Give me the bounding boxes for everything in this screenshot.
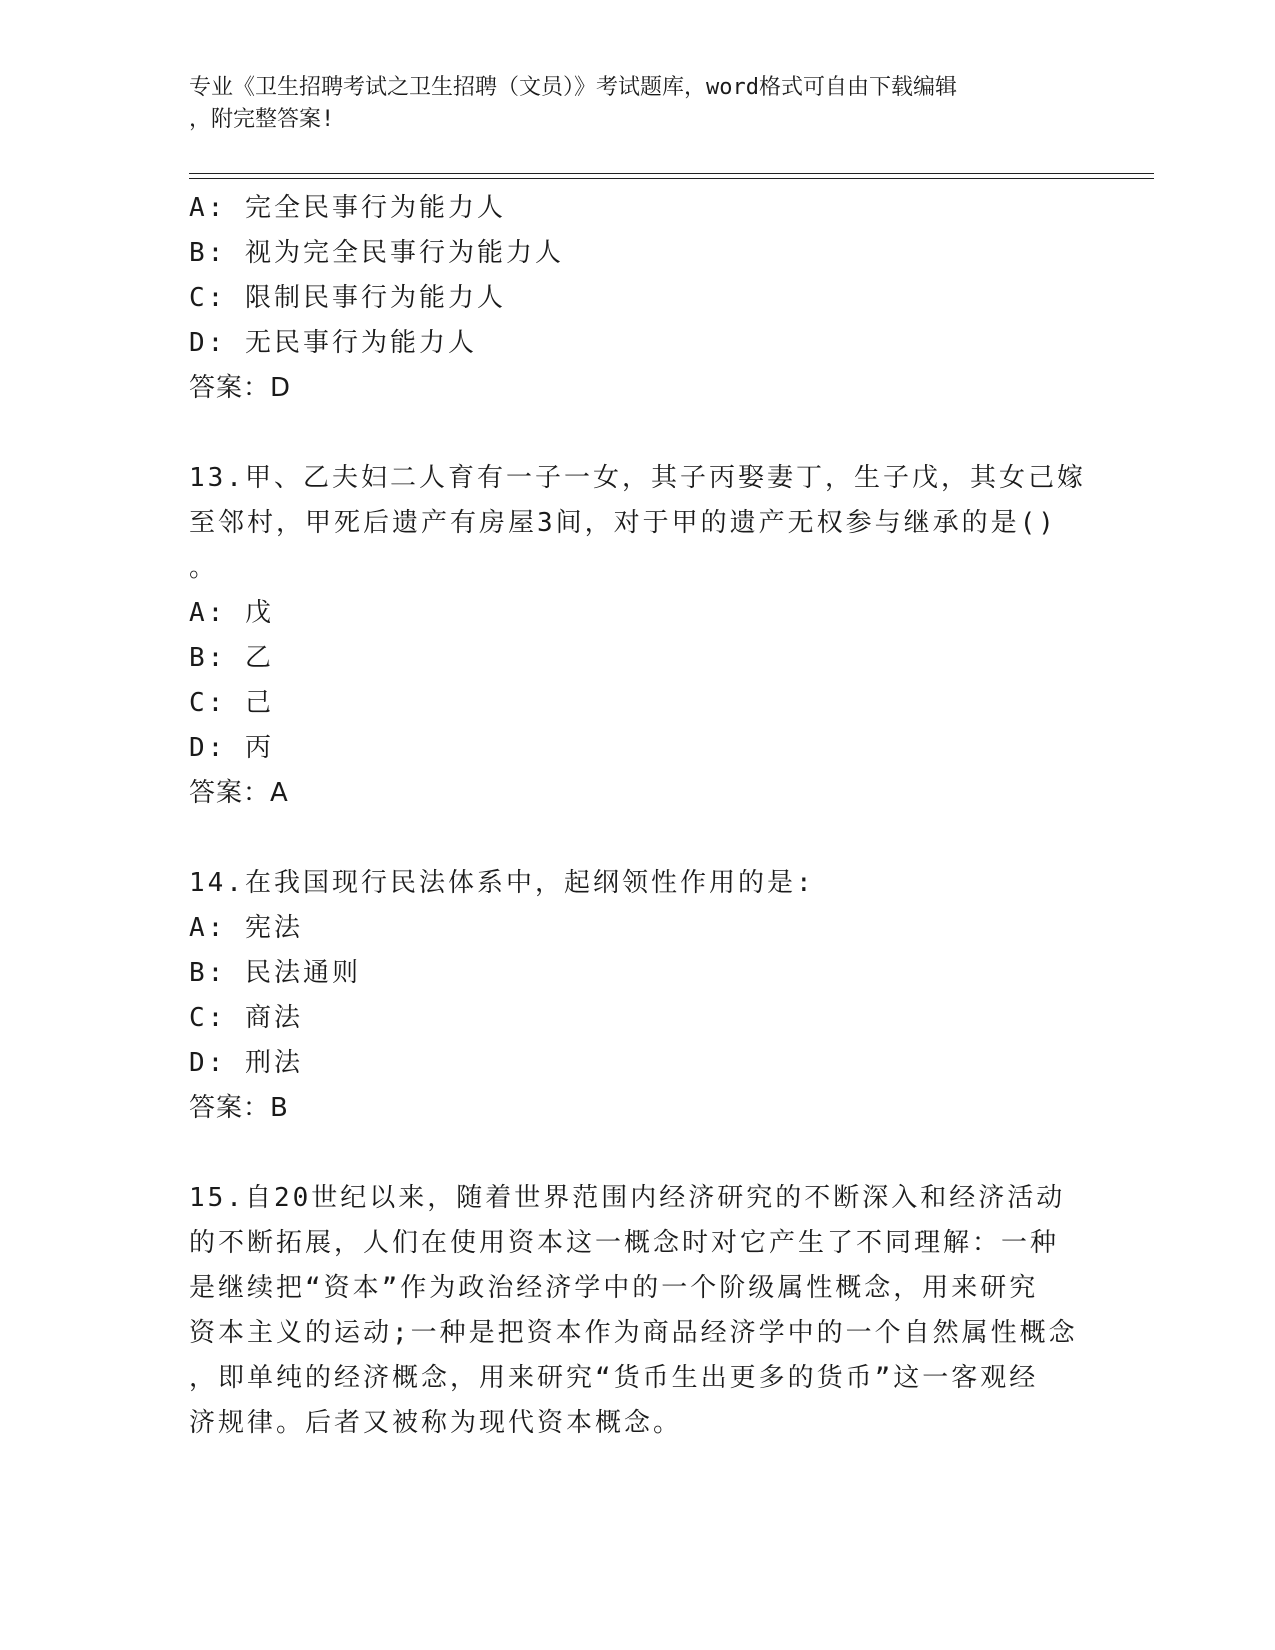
question-12 [189,186,1089,411]
document-header [189,72,1069,136]
answer: 答案：A [189,778,289,808]
question-stem-line: 资本主义的运动;一种是把资本作为商品经济学中的一个自然属性概念 [189,1318,1078,1348]
spacer [189,411,1089,456]
option-c: C: 己 [189,688,274,718]
question-stem-line: 济规律。后者又被称为现代资本概念。 [189,1408,683,1438]
option-b: B: 民法通则 [189,958,361,988]
spacer [189,816,1089,861]
answer: 答案：D [189,373,292,403]
option-c: C: 商法 [189,1003,303,1033]
question-stem-line: 。 [189,553,219,583]
option-a: A: 宪法 [189,913,303,943]
question-stem-line: 是继续把“资本”作为政治经济学中的一个阶级属性概念，用来研究 [189,1273,1039,1303]
option-d: D: 无民事行为能力人 [189,328,477,358]
answer: 答案：B [189,1093,289,1123]
question-stem-line: 13.甲、乙夫妇二人育有一子一女，其子丙娶妻丁，生子戊，其女己嫁 [189,463,1086,493]
header-line-1: 专业《卫生招聘考试之卫生招聘（文员）》考试题库，word格式可自由下载编辑 [189,75,957,100]
question-stem-line: ，即单纯的经济概念，用来研究“货币生出更多的货币”这一客观经 [189,1363,1039,1393]
question-list [189,186,1089,1446]
header-line-2: ，附完整答案! [189,107,335,132]
question-stem-line: 至邻村，甲死后遗产有房屋3间，对于甲的遗产无权参与继承的是() [189,508,1057,538]
option-d: D: 丙 [189,733,274,763]
option-c: C: 限制民事行为能力人 [189,283,506,313]
header-divider-bottom [189,178,1154,179]
header-divider-top [189,173,1154,174]
question-stem-line: 的不断拓展，人们在使用资本这一概念时对它产生了不同理解：一种 [189,1228,1060,1258]
question-15 [189,1176,1089,1446]
question-stem-line: 15.自20世纪以来，随着世界范围内经济研究的不断深入和经济活动 [189,1183,1066,1213]
question-14 [189,861,1089,1131]
option-a: A: 戊 [189,598,274,628]
question-13 [189,456,1089,816]
option-a: A: 完全民事行为能力人 [189,193,506,223]
option-b: B: 乙 [189,643,274,673]
question-stem-line: 14.在我国现行民法体系中，起纲领性作用的是: [189,868,815,898]
option-b: B: 视为完全民事行为能力人 [189,238,564,268]
spacer [189,1131,1089,1176]
option-d: D: 刑法 [189,1048,303,1078]
